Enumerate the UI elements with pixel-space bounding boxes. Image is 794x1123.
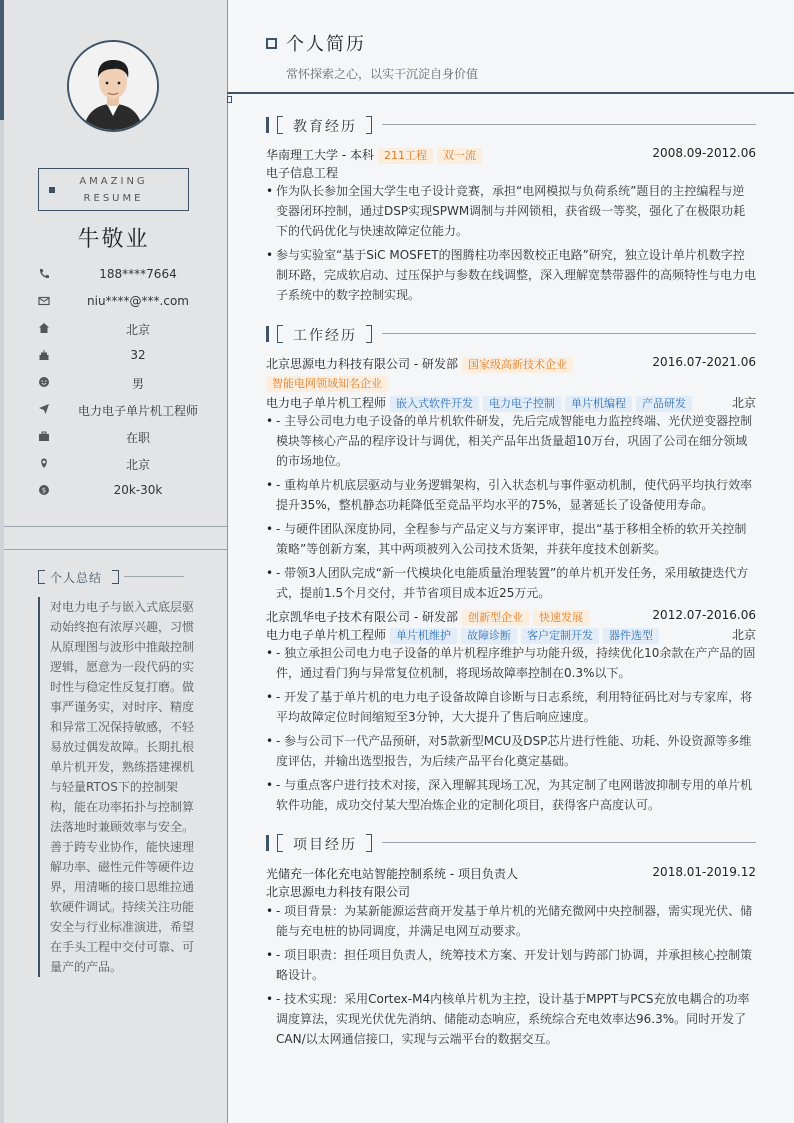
skill-tag: 器件选型	[603, 628, 659, 644]
job-2-city: 北京	[731, 628, 756, 642]
avatar-photo	[69, 42, 157, 130]
project-company: 北京思源电力科技有限公司	[266, 885, 411, 899]
project-bullets	[266, 901, 756, 1053]
list-item: • 作为队长参加全国大学生电子设计竞赛，承担“电网模拟与负荷系统”题目的主控编程与逆变器闭环控制，通过DSP实现SPWM调制与并网锁相，获省级一等奖，强化了在极限功耗下的代码优化与快速故障定位能力。	[266, 181, 756, 241]
job-1-period: 2016.07-2021.06	[652, 355, 756, 369]
list-item: • - 项目职责：担任项目负责人，统筹技术方案、开发计划与跨部门协调，并承担核心控制策略设计。	[266, 945, 756, 985]
cake-icon	[38, 349, 50, 361]
list-item: • - 主导公司电力电子设备的单片机软件研发，先后完成智能电力监控终端、光伏逆变器控制模块等核心产品的程序设计与调优，相关产品年出货量超10万台，巩固了公司在细分领域的市场地位。	[266, 411, 756, 471]
education-school: 华南理工大学 - 本科	[266, 148, 374, 162]
svg-text:$: $	[41, 486, 47, 495]
briefcase-icon	[38, 430, 50, 442]
phone-icon	[38, 268, 50, 280]
project-period: 2018.01-2019.12	[652, 865, 756, 879]
header-rule-marker	[227, 96, 232, 103]
summary-bracket-left	[38, 570, 45, 584]
job-2-bullets	[266, 643, 756, 819]
section-bracket-left	[277, 834, 283, 852]
info-email-value: niu****@***.com	[87, 294, 189, 308]
section-bracket-right	[366, 116, 372, 134]
sidebar-divider-2	[4, 549, 227, 550]
info-status-value: 在职	[125, 431, 150, 445]
tag: 创新型企业	[462, 610, 529, 626]
section-line	[382, 333, 756, 334]
info-email	[38, 292, 208, 312]
avatar	[67, 40, 159, 132]
tag: 双一流	[437, 148, 482, 164]
section-line	[382, 124, 756, 125]
money-icon	[38, 484, 50, 496]
list-item: • 参与实验室“基于SiC MOSFET的图腾柱功率因数校正电路”研究，独立设计单片机数字控制环路，完成软启动、过压保护与参数在线调整，深入理解宽禁带器件的高频特性与电力电子系统中的数字控制实现。	[266, 245, 756, 305]
info-phone	[38, 265, 208, 285]
job-1-bullets	[266, 411, 756, 607]
skill-tag: 单片机维护	[390, 628, 457, 644]
skill-tag: 电力电子控制	[483, 396, 561, 412]
section-title: 工作经历	[293, 328, 357, 344]
job-1-company: 北京思源电力科技有限公司 - 研发部	[266, 357, 458, 371]
info-location	[38, 454, 208, 474]
info-position-value: 电力电子单片机工程师	[77, 404, 198, 418]
summary-title-line	[124, 576, 184, 577]
page-subtitle: 常怀探索之心，以实干沉淀自身价值	[286, 67, 479, 81]
job-2-period: 2012.07-2016.06	[652, 608, 756, 622]
summary-bracket-right	[112, 570, 119, 584]
info-salary-value: 20k-30k	[113, 483, 163, 497]
section-bar	[266, 835, 269, 851]
info-salary	[38, 481, 208, 501]
section-education	[266, 116, 756, 136]
tag: 快速发展	[533, 610, 589, 626]
job-1-header	[266, 355, 756, 373]
list-item: • - 技术实现：采用Cortex-M4内核单片机为主控，设计基于MPPT与PCS充放电耦合的功率调度算法，实现光伏优先消纳、储能动态响应，系统综合充电效率达96.3%。同时开发了CAN/以太网通信接口，实现与云端平台的数据交互。	[266, 989, 756, 1049]
job-2-role-row	[266, 626, 756, 644]
section-title: 教育经历	[293, 119, 357, 135]
list-item: • - 开发了基于单片机的电力电子设备故障自诊断与日志系统，利用特征码比对与专家库，将平均故障定位时间缩短至3分钟，大大提升了售后响应速度。	[266, 687, 756, 727]
list-item: • - 带领3人团队完成“新一代模块化电能质量治理装置”的单片机开发任务，采用敏捷迭代方式，提前1.5个月交付，并节省项目成本近25万元。	[266, 563, 756, 603]
job-1-tags-row	[266, 376, 756, 394]
tag: 国家级高新技术企业	[462, 357, 573, 373]
job-1-city: 北京	[731, 396, 756, 410]
info-gender	[38, 373, 208, 393]
home-icon	[38, 322, 50, 334]
section-work	[266, 325, 756, 345]
job-1-role-row	[266, 394, 756, 412]
job-2-header	[266, 608, 756, 626]
job-2-company: 北京凯华电子技术有限公司 - 研发部	[266, 610, 458, 624]
list-item: • - 项目背景：为某新能源运营商开发基于单片机的光储充微网中央控制器，需实现光伏、储能与充电桩的协同调度，并满足电网互动要求。	[266, 901, 756, 941]
location-icon	[38, 457, 50, 469]
info-phone-value: 188****7664	[99, 267, 177, 281]
tag: 智能电网领域知名企业	[266, 376, 388, 392]
skill-tag: 单片机编程	[565, 396, 632, 412]
list-item: • - 参与公司下一代产品预研，对5款新型MCU及DSP芯片进行性能、功耗、外设资源等多维度评估，并输出选型报告，为后续产品平台化奠定基础。	[266, 731, 756, 771]
info-home-value: 北京	[125, 323, 150, 337]
section-bar	[266, 326, 269, 342]
section-line	[382, 842, 756, 843]
education-major: 电子信息工程	[266, 166, 339, 180]
send-icon	[38, 403, 50, 415]
info-age-value: 32	[130, 348, 146, 362]
skill-tag: 故障诊断	[461, 628, 517, 644]
education-bullets	[266, 181, 756, 309]
info-location-value: 北京	[125, 458, 150, 472]
info-home	[38, 319, 208, 339]
resume-badge-line2: RESUME	[83, 193, 144, 204]
list-item: • - 与重点客户进行技术对接，深入理解其现场工况，为其定制了电网谐波抑制专用的单片机软件功能，成功交付某大型冶炼企业的定制化项目，获得客户高度认可。	[266, 775, 756, 815]
list-item: • - 重构单片机底层驱动与业务逻辑架构，引入状态机与事件驱动机制，使代码平均执行效率提升35%，整机静态功耗降低至竞品平均水平的75%，显著延长了设备使用寿命。	[266, 475, 756, 515]
education-header	[266, 146, 756, 164]
summary-title: 个人总结	[50, 571, 103, 585]
sidebar-strip-accent	[0, 0, 4, 120]
info-gender-value: 男	[131, 377, 144, 391]
info-age	[38, 346, 208, 366]
tag: 211工程	[378, 148, 433, 164]
section-project	[266, 834, 756, 854]
sidebar-divider-1	[4, 526, 227, 527]
skill-tag: 产品研发	[636, 396, 692, 412]
summary-heading	[38, 568, 188, 586]
sidebar-strip	[0, 0, 4, 1123]
summary-text: 对电力电子与嵌入式底层驱动始终抱有浓厚兴趣，习惯从原理图与波形中推敲控制逻辑，愿意为一段代码的实时性与稳定性反复打磨。做事严谨务实，对时序、精度和异常工况保持敏感，不轻易放过偶发故障。长期扎根单片机开发，熟练搭建裸机与轻量RTOS下的控制架构，能在功率拓扑与控制算法落地时兼顾效率与安全。善于跨专业协作，能快速理解功率、磁性元件等硬件边界，用清晰的接口思维拉通软硬件调试。持续关注功能安全与行业标准演进，希望在手头工程中交付可靠、可量产的产品。	[38, 597, 200, 977]
education-period: 2008.09-2012.06	[652, 146, 756, 160]
job-2-role: 电力电子单片机工程师	[266, 628, 387, 642]
section-bracket-right	[366, 834, 372, 852]
project-header	[266, 865, 756, 883]
section-bracket-right	[366, 325, 372, 343]
list-item: • - 独立承担公司电力电子设备的单片机程序维护与功能升级，持续优化10余款在产产品的固件，通过看门狗与异常复位机制，将现场故障率控制在0.3%以下。	[266, 643, 756, 683]
resume-badge	[38, 168, 189, 211]
info-position	[38, 400, 208, 420]
person-name: 牛敬业	[77, 227, 150, 252]
resume-badge-line1: AMAZING	[79, 176, 148, 187]
page-title: 个人简历	[286, 34, 366, 55]
header-rule	[227, 92, 794, 94]
project-name: 光储充一体化充电站智能控制系统 - 项目负责人	[266, 867, 518, 881]
resume-badge-dot	[49, 187, 55, 193]
section-bar	[266, 117, 269, 133]
list-item: • - 与硬件团队深度协同，全程参与产品定义与方案评审，提出“基于移相全桥的软开关控制策略”等创新方案，其中两项被列入公司技术货架，并获年度技术创新奖。	[266, 519, 756, 559]
info-status	[38, 427, 208, 447]
section-title: 项目经历	[293, 837, 357, 853]
skill-tag: 客户定制开发	[521, 628, 599, 644]
header-square-icon	[266, 38, 277, 49]
skill-tag: 嵌入式软件开发	[390, 396, 479, 412]
section-bracket-left	[277, 325, 283, 343]
mail-icon	[38, 295, 50, 307]
smile-icon	[38, 376, 50, 388]
job-1-role: 电力电子单片机工程师	[266, 396, 387, 410]
section-bracket-left	[277, 116, 283, 134]
